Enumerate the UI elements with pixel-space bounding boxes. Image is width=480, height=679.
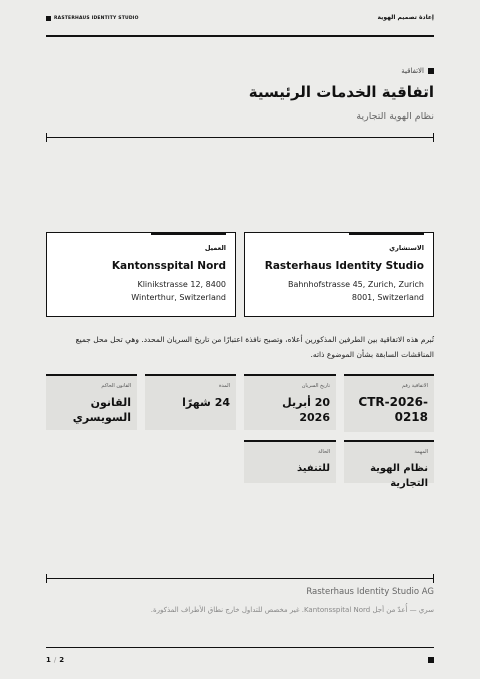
client-address-line2: Winterthur, Switzerland <box>131 292 226 302</box>
kicker-label: الاتفاقية <box>401 67 424 75</box>
page-header <box>46 14 434 28</box>
client-name: Kantonsspital Nord <box>111 260 226 272</box>
footer-divider <box>46 578 434 579</box>
fact-value: 20 أبريل 2026 <box>282 396 330 424</box>
consultant-address-line2: 8001, Switzerland <box>351 292 424 302</box>
section-kicker <box>401 67 434 75</box>
fact-label: الحالة <box>318 449 330 455</box>
confidentiality-note: سري — أُعدّ من أجل Kantonsspital Nord. غير مخصص للتداول خارج نطاق الأطراف المذكورة. <box>150 606 434 614</box>
page-title: اتفاقية الخدمات الرئيسية <box>248 83 434 101</box>
preamble-text: تُبرم هذه الاتفاقية بين الطرفين المذكورين أعلاه، وتصبح نافذة اعتبارًا من تاريخ السريان المحدد. وهي تحل محل جميع المناقشات السابقة بشأن الموضوع ذاته. <box>75 335 434 359</box>
client-address <box>56 279 226 304</box>
client-address-line1: Klinikstrasse 12, 8400 <box>137 280 226 289</box>
fact-agreement-no <box>344 374 434 432</box>
consultant-address-line1: Bahnhofstrasse 45, Zurich, Zurich <box>287 280 424 289</box>
brand-mark <box>46 16 139 21</box>
fact-label: المهمة <box>414 449 428 455</box>
fact-value: للتنفيذ <box>296 463 330 474</box>
fact-label: تاريخ السريان <box>301 383 330 389</box>
corner-square-icon <box>428 657 434 663</box>
document-label: إعادة تصميم الهوية <box>377 14 434 21</box>
page-number: 1 / 2 <box>46 656 65 664</box>
bottom-rule <box>46 647 434 648</box>
fact-status <box>244 440 336 483</box>
fact-engagement <box>344 440 434 489</box>
client-role: العميل <box>204 244 226 252</box>
brand-name: RASTERHAUS IDENTITY STUDIO <box>54 16 139 21</box>
title-divider <box>46 137 434 138</box>
fact-value: القانون السويسري <box>72 396 131 424</box>
page-subtitle: نظام الهوية التجارية <box>356 111 434 122</box>
consultant-address <box>254 279 424 304</box>
consultant-role: الاستشاري <box>389 244 424 252</box>
fact-governing-law <box>46 374 137 430</box>
header-rule <box>46 35 434 37</box>
consultant-name: Rasterhaus Identity Studio <box>264 260 424 272</box>
client-card <box>46 232 236 317</box>
page-current: 1 <box>46 656 51 664</box>
brand-square-icon <box>46 16 51 21</box>
fact-effective-date <box>244 374 336 430</box>
fact-label: المدة <box>218 383 230 389</box>
fact-label: القانون الحاكم <box>101 383 131 389</box>
card-accent-bar <box>151 232 226 235</box>
fact-label: الاتفاقية رقم <box>402 383 428 389</box>
fact-value: CTR-2026-0218 <box>358 395 428 424</box>
consultant-card <box>244 232 434 317</box>
fact-value: 24 شهرًا <box>182 396 230 409</box>
kicker-square-icon <box>428 68 434 74</box>
fact-value: نظام الهوية التجارية <box>370 463 428 489</box>
company-name: Rasterhaus Identity Studio AG <box>306 587 434 597</box>
card-accent-bar <box>349 232 424 235</box>
fact-term <box>145 374 236 430</box>
page-total: 2 <box>59 656 65 664</box>
